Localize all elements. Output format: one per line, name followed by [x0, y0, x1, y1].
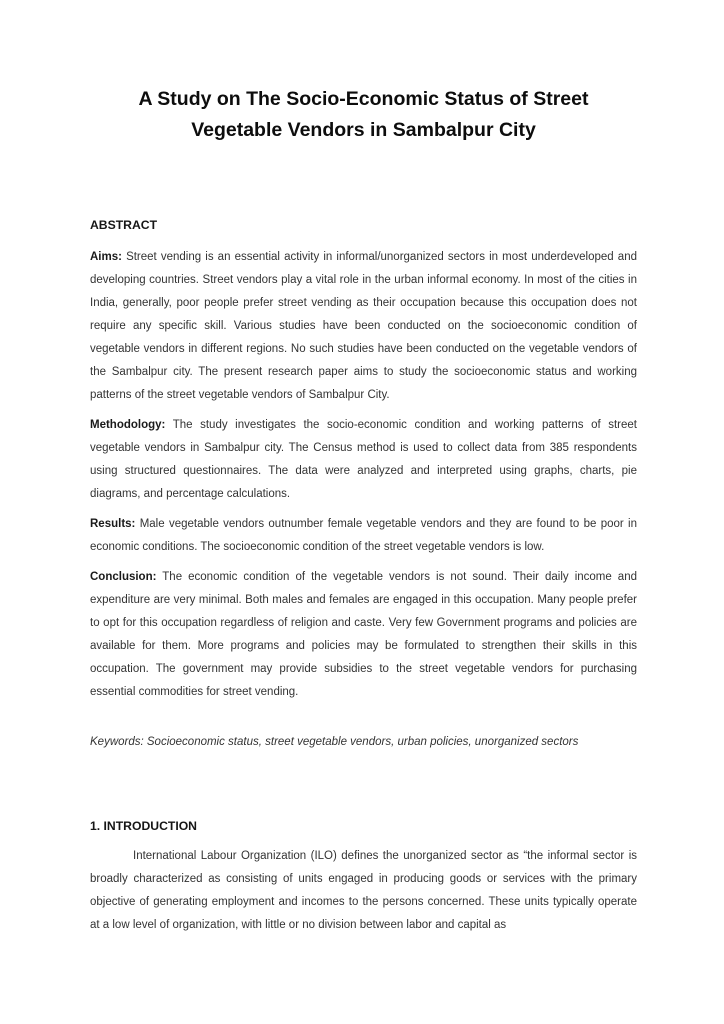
- results-text: Male vegetable vendors outnumber female vegetable vendors and they are found to be poor in economic conditions. The socioeconomic condition of the street vegetable vendors is low.: [90, 518, 637, 553]
- introduction-section: [90, 818, 637, 937]
- abstract-paragraph-aims: [90, 246, 637, 407]
- aims-text: Street vending is an essential activity in informal/unorganized sectors in most underdeveloped and developing countries. Street vendors play a vital role in the urban informal economy. In most of the cities in India, generally, poor people prefer street vending as their occupation because this occupation does not require any specific skill. Various studies have been conducted on the socioeconomic condition of vegetable vendors in different regions. No such studies have been conducted on the vegetable vendors of the Sambalpur city. The present research paper aims to study the socioeconomic status and working patterns of the street vegetable vendors of Sambalpur City.: [90, 251, 637, 401]
- paper-title: A Study on The Socio-Economic Status of Street Vegetable Vendors in Sambalpur City: [138, 88, 589, 141]
- introduction-paragraph: International Labour Organization (ILO) defines the unorganized sector as “the informal sector is broadly characterized as consisting of units engaged in producing goods or services with the primary objective of generating employment and incomes to the persons concerned. These units typically operate at a low level of organization, with little or no division between labor and capital as: [90, 850, 637, 931]
- abstract-paragraph-conclusion: [90, 566, 637, 704]
- introduction-heading: 1. INTRODUCTION: [90, 819, 197, 833]
- results-label: Results:: [90, 518, 136, 530]
- conclusion-label: Conclusion:: [90, 571, 157, 583]
- abstract-section: [90, 217, 637, 704]
- conclusion-text: The economic condition of the vegetable vendors is not sound. Their daily income and expenditure are very minimal. Both males and females are engaged in this occupation. Many people prefer to opt for this occupation regardless of religion and caste. Very few Government programs and policies are available for them. More programs and policies may be formulated to strengthen their skills in this occupation. The government may provide subsidies to the street vegetable vendors for purchasing essential commodities for street vending.: [90, 571, 637, 698]
- aims-label: Aims:: [90, 251, 122, 263]
- abstract-paragraph-methodology: [90, 414, 637, 506]
- methodology-label: Methodology:: [90, 419, 166, 431]
- abstract-paragraph-results: [90, 513, 637, 559]
- methodology-text: The study investigates the socio-economic condition and working patterns of street vegetable vendors in Sambalpur city. The Census method is used to collect data from 385 respondents using structured questionnaires. The data were analyzed and interpreted using graphs, charts, pie diagrams, and percentage calculations.: [90, 419, 637, 500]
- abstract-heading: ABSTRACT: [90, 218, 158, 232]
- keywords-line: Keywords: Socioeconomic status, street vegetable vendors, urban policies, unorganized sectors: [90, 736, 579, 748]
